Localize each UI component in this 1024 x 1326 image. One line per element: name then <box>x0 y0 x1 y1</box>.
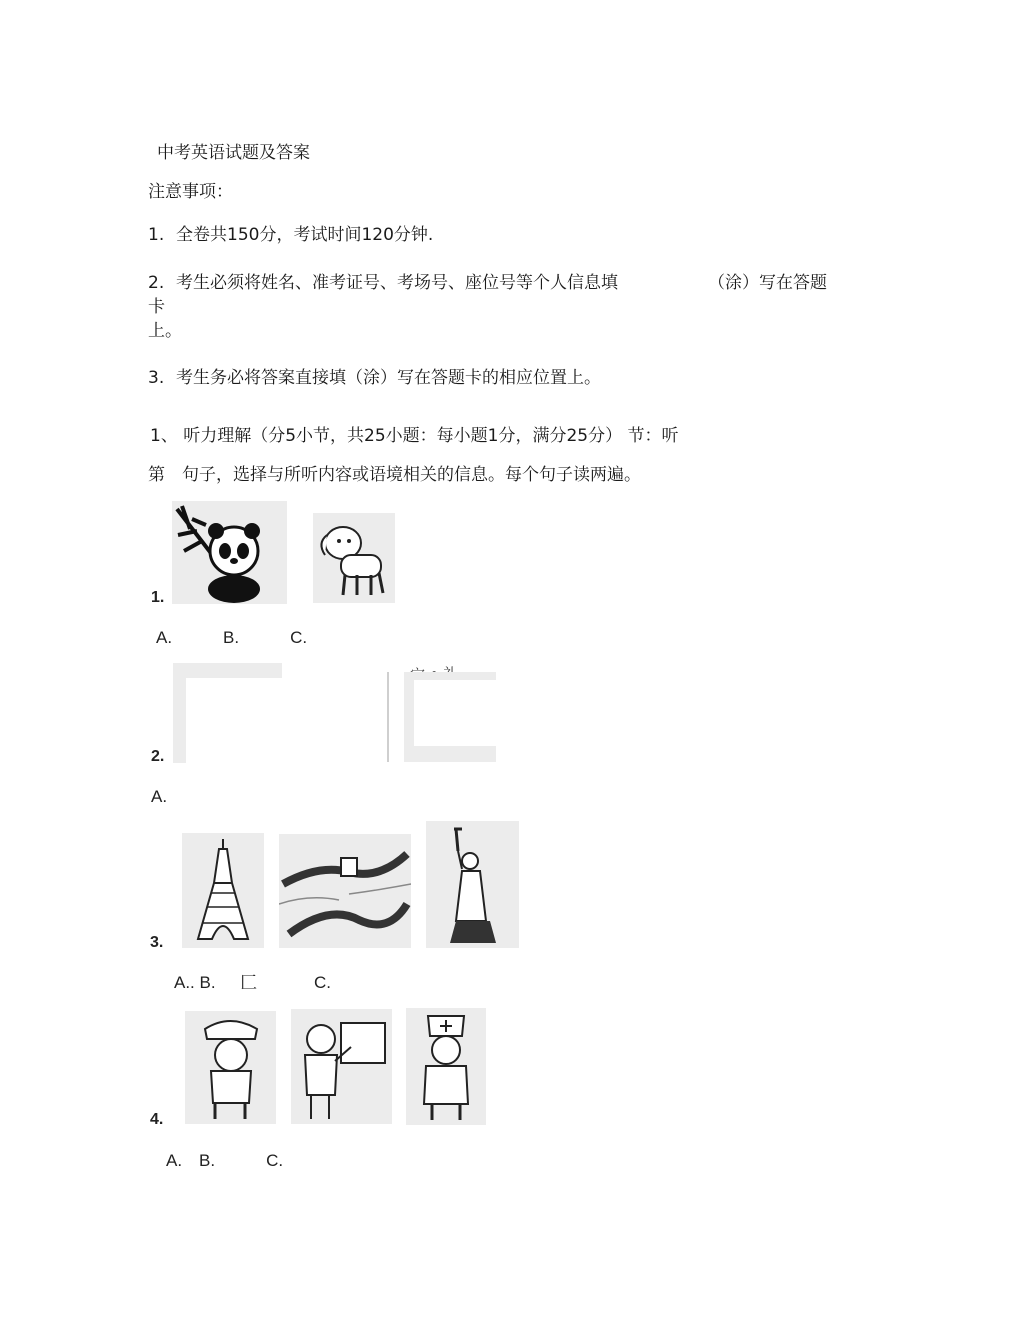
note-2-continuation-2: 上。 <box>148 321 182 341</box>
note-3-number: 3. <box>148 368 165 388</box>
puppy-image <box>313 513 395 603</box>
policeman-icon <box>185 1011 276 1124</box>
section-instructions: 第 句子，选择与所听内容或语境相关的信息。每个句子读两遍。 <box>148 465 641 485</box>
question-3-number: 3. <box>150 934 164 951</box>
divider-line <box>387 672 389 762</box>
question-1-options: A. B. C. <box>156 628 308 647</box>
note-1-text: 全卷共150分，考试时间120分钟. <box>176 225 434 245</box>
question-4-number: 4. <box>150 1111 164 1128</box>
teacher-icon <box>291 1009 392 1124</box>
question-4-options: A. B. C. <box>166 1151 284 1170</box>
notice-heading: 注意事项： <box>148 182 233 202</box>
partial-picture-a-mask <box>186 678 296 768</box>
note-2-text: 考生必须将姓名、准考证号、考场号、座位号等个人信息填 <box>176 273 618 293</box>
policeman-image <box>185 1011 276 1124</box>
panda-with-bamboo-image <box>172 501 287 604</box>
panda-icon <box>172 501 287 604</box>
question-1-number: 1. <box>151 589 165 606</box>
question-3-option-mark: 匚 <box>240 973 257 992</box>
dog-icon <box>313 513 395 603</box>
question-2-options: A. <box>151 787 168 806</box>
document-title: 中考英语试题及答案 <box>157 143 310 163</box>
great-wall-icon <box>279 834 411 948</box>
note-3-text: 考生务必将答案直接填（涂）写在答题卡的相应位置上。 <box>176 368 601 388</box>
eiffel-tower-icon <box>182 833 264 948</box>
doctor-image <box>406 1008 486 1125</box>
statue-of-liberty-icon <box>426 821 519 948</box>
teacher-image <box>291 1009 392 1124</box>
statue-of-liberty-image <box>426 821 519 948</box>
great-wall-image <box>279 834 411 948</box>
eiffel-tower-image <box>182 833 264 948</box>
note-2-continuation-1: 卡 <box>148 297 165 317</box>
partial-picture-b-mask-2 <box>450 680 510 736</box>
question-2-number: 2. <box>151 748 165 765</box>
note-1-number: 1. <box>148 225 165 245</box>
question-3-option-c: C. <box>314 973 331 992</box>
doctor-icon <box>406 1008 486 1125</box>
question-3-option-a-b: A.. B. <box>174 973 216 992</box>
note-2-number: 2. <box>148 273 165 293</box>
note-2-text-right: （涂）写在答题 <box>708 273 827 293</box>
section-heading: 1、 听力理解（分5小节，共25小题：每小题1分，满分25分） 节：听 <box>150 426 679 446</box>
